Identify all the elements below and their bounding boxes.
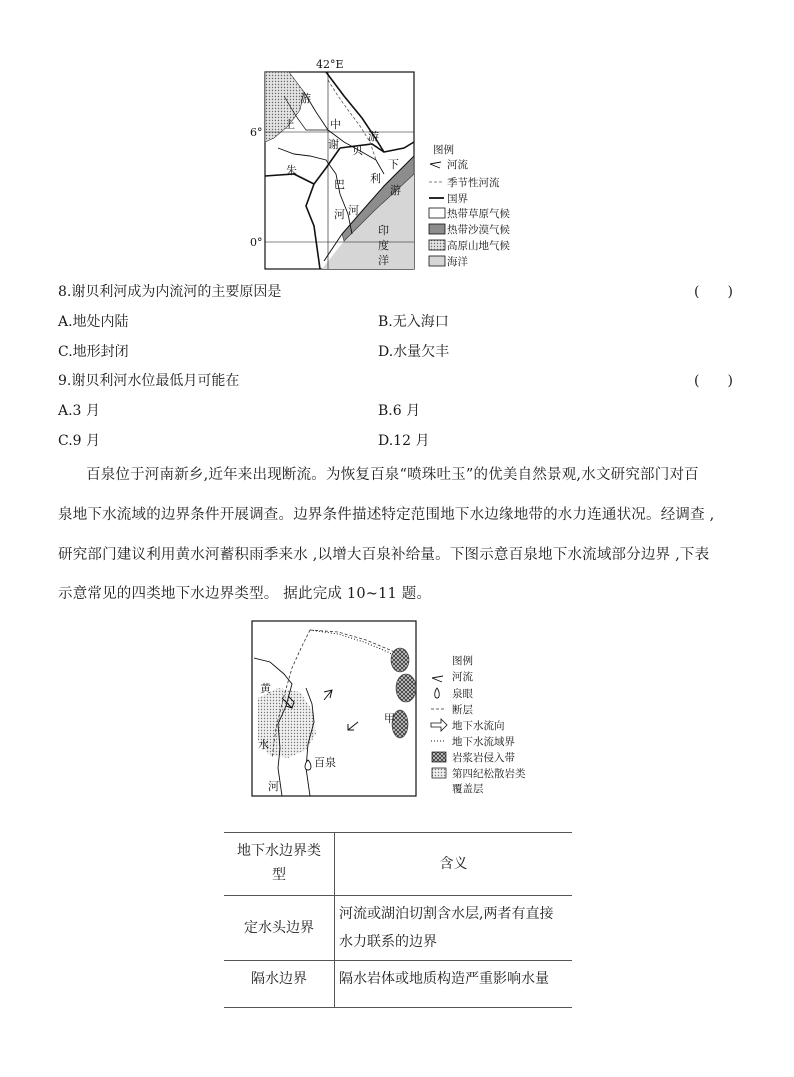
- passage-line-4: 示意常见的四类地下水边界类型。 据此完成 10~11 题。: [58, 586, 432, 602]
- map-label: 度: [378, 239, 389, 252]
- lat-6-label: 6°: [250, 126, 263, 139]
- passage-line-2: 泉地下水流域的边界条件开展调查。边界条件描述特定范围地下水边缘地带的水力连通状况。经调查 ,: [58, 507, 715, 523]
- legend-border-label: 国界: [447, 193, 468, 205]
- q8-stem: 8.谢贝利河成为内流河的主要原因是: [58, 284, 282, 300]
- legend-desert-label: 热带沙漠气候: [447, 224, 510, 236]
- legend-spring-label: 泉眼: [452, 688, 473, 700]
- legend-quaternary-label-cont: 覆盖层: [452, 783, 484, 795]
- meridian-label: 42°E: [316, 58, 344, 71]
- map-label: 朱: [286, 164, 297, 177]
- map-label: 下: [388, 158, 399, 171]
- q8-option-a[interactable]: A.地处内陆: [58, 314, 129, 330]
- q8-option-b[interactable]: B.无入海口: [378, 314, 449, 330]
- legend-savanna-label: 热带草原气候: [447, 208, 510, 220]
- q9-option-b[interactable]: B.6 月: [378, 403, 421, 419]
- map-label: 中: [330, 118, 341, 131]
- table-cell-type: 定水头边界: [224, 896, 335, 960]
- map-label: 河: [348, 204, 359, 217]
- legend-magma-label: 岩浆岩侵入带: [452, 752, 515, 764]
- map-label: 游: [390, 184, 401, 197]
- table-header-row: [224, 833, 572, 896]
- q9-option-c[interactable]: C.9 月: [58, 433, 101, 449]
- legend-seasonal-river-label: 季节性河流: [447, 177, 500, 189]
- q8-option-d[interactable]: D.水量欠丰: [378, 344, 450, 360]
- map-baiquan-groundwater: [248, 618, 554, 800]
- legend-boundary-label: 地下水流域界: [452, 736, 515, 748]
- table-cell-meaning-line1: 隔水岩体或地质构造严重影响水量: [339, 971, 549, 987]
- legend-ocean-label: 海洋: [447, 256, 468, 268]
- lat-0-label: 0°: [250, 236, 263, 249]
- passage-line-1: 百泉位于河南新乡,近年来出现断流。为恢复百泉“喷珠吐玉”的优美自然景观,水文研究部门对百: [86, 467, 699, 483]
- map-label: 百泉: [314, 756, 336, 769]
- map-label: 巴: [334, 178, 345, 191]
- table-row: [224, 896, 572, 961]
- map-label: 甲: [384, 712, 395, 725]
- magma-belt: [391, 648, 409, 672]
- map-label: 贝: [352, 144, 363, 157]
- map-label: 印: [378, 224, 389, 237]
- passage-line-3: 研究部门建议利用黄水河蓄积雨季来水 ,以增大百泉补给量。下图示意百泉地下水流域部分边界 ,下表: [58, 547, 710, 563]
- map-label: 上: [284, 118, 295, 131]
- q9-option-a[interactable]: A.3 月: [58, 403, 100, 419]
- table-cell-meaning-line2: 水力联系的边界: [339, 934, 437, 950]
- map-label: 游: [368, 130, 379, 143]
- map-label: 洋: [378, 254, 389, 267]
- map-shebelle-river: [244, 56, 534, 272]
- legend-river-label: 河流: [447, 159, 468, 171]
- legend-title: 图例: [452, 655, 473, 667]
- magma-belt: [396, 674, 416, 702]
- map-label: 利: [370, 172, 381, 185]
- legend-fault-label: 断层: [452, 704, 473, 716]
- map-label: 水: [258, 738, 269, 751]
- table-header-meaning: 含义: [439, 856, 468, 872]
- q9-answer-bracket: ( ): [694, 373, 733, 389]
- boundary-type-table: [224, 832, 572, 1008]
- map1-legend: [429, 143, 510, 268]
- table-cell-type: 隔水边界: [224, 961, 335, 1007]
- map-label: 谢: [328, 138, 339, 151]
- map-label: 河: [268, 780, 279, 793]
- legend-flow-label: 地下水流向: [452, 720, 505, 732]
- table-header-type-line2: 型: [272, 867, 286, 883]
- legend-highland-label: 高原山地气候: [447, 240, 510, 252]
- legend-title: 图例: [433, 144, 454, 156]
- table-cell-meaning-line1: 河流或湖泊切割含水层,两者有直接: [339, 906, 554, 922]
- legend-quaternary-label: 第四纪松散岩类: [452, 768, 526, 780]
- q8-option-c[interactable]: C.地形封闭: [58, 344, 129, 360]
- table-row: [224, 961, 572, 1008]
- legend-river-label: 河流: [452, 671, 473, 683]
- q8-answer-bracket: ( ): [694, 284, 733, 300]
- map2-legend: [431, 654, 526, 795]
- table-header-type-line1: 地下水边界类: [237, 843, 321, 859]
- map-label: 游: [300, 92, 311, 105]
- map-label: 河: [334, 208, 345, 221]
- map-label: 黄: [260, 682, 271, 695]
- q9-option-d[interactable]: D.12 月: [378, 433, 430, 449]
- q9-stem: 9.谢贝利河水位最低月可能在: [58, 373, 240, 389]
